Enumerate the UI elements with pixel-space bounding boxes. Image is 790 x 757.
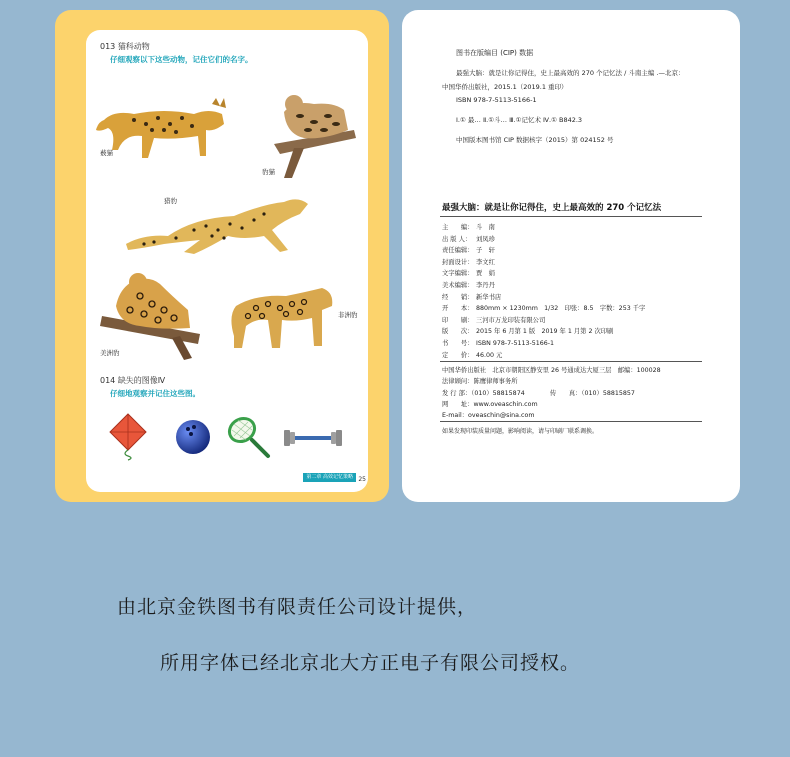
section-title-missing-images: 014 缺失的图像Ⅳ	[100, 376, 166, 385]
cip-line-4: Ⅰ.① 最… Ⅱ.①斗… Ⅲ.①记忆术 Ⅳ.① B842.3	[456, 116, 583, 124]
label-serval: 薮猫	[100, 149, 113, 157]
phone-line: 发 行 部：（010）58815874 传 真：（010）58815857	[442, 390, 635, 397]
imprint-row: 主 编： 斗 南	[442, 224, 495, 231]
email-line: E-mail：oveaschin@sina.com	[442, 412, 535, 419]
bowling-ball-icon	[174, 418, 212, 456]
imprint-row: 版 次： 2015 年 6 月第 1 版 2019 年 1 月第 2 次印刷	[442, 328, 614, 336]
cip-title: 图书在版编目 (CIP) 数据	[456, 49, 534, 57]
divider-top	[440, 216, 702, 217]
imprint-row: 开 本： 880mm × 1230mm 1/32 印张：8.5 字数：253 千字	[442, 305, 646, 313]
cip-line-2: 中国华侨出版社，2015.1（2019.1 重印）	[442, 83, 568, 91]
imprint-row: 责任编辑： 子 轩	[442, 247, 495, 255]
cip-line-5: 中国版本图书馆 CIP 数据核字（2015）第 024152 号	[456, 136, 614, 144]
label-ocelot: 豹猫	[262, 168, 275, 176]
serval-illustration	[94, 80, 234, 160]
imprint-row: 印 刷： 三河市万龙印装有限公司	[442, 316, 546, 324]
imprint-row: 封面设计： 李文红	[442, 258, 495, 266]
chapter-tag: 第二章 高效记忆策略	[303, 473, 356, 482]
website-line: 网 址：www.oveaschin.com	[442, 401, 538, 408]
imprint-row: 书 号： ISBN 978-7-5113-5166-1	[442, 340, 555, 347]
book-title: 最强大脑：就是让你记得住，史上最高效的 270 个记忆法	[442, 203, 662, 213]
tennis-racket-icon	[226, 414, 272, 460]
legal-line: 法律顾问：陈鹰律师事务所	[442, 378, 518, 385]
label-jaguar: 美洲豹	[100, 349, 120, 357]
caption-line-1: 由北京金铁图书有限责任公司设计提供，	[117, 596, 478, 618]
quality-note: 如果发现印装质量问题，影响阅读，请与印刷厂联系调换。	[442, 428, 599, 435]
kite-icon	[108, 412, 148, 462]
section-title-cats: 013 猫科动物	[100, 42, 150, 51]
cip-line-1: 最强大脑：就是让你记得住，史上最高效的 270 个记忆法 / 斗南主编 .—北京：	[456, 69, 685, 77]
cheetah-illustration	[124, 190, 314, 260]
dumbbell-icon	[282, 426, 344, 450]
imprint-row: 定 价： 46.00 元	[442, 351, 503, 359]
label-leopard: 非洲豹	[338, 311, 358, 319]
imprint-row: 出 版 人： 刘凤珍	[442, 235, 495, 243]
left-page-frame	[55, 10, 389, 502]
divider-middle	[440, 361, 702, 362]
publisher-line: 中国华侨出版社 北京市朝阳区静安里 26 号通成达大厦三层 邮编：100028	[442, 367, 661, 374]
imprint-row: 文字编辑： 贾 娟	[442, 270, 495, 278]
imprint-row: 美术编辑： 李丹丹	[442, 282, 495, 289]
jaguar-illustration	[100, 266, 210, 361]
page-number: 25	[358, 476, 366, 483]
imprint-row: 经 销： 新华书店	[442, 293, 502, 301]
caption-line-2: 所用字体已经北京北大方正电子有限公司授权。	[160, 652, 581, 674]
section-subtitle-cats: 仔细观察以下这些动物，记住它们的名字。	[110, 55, 253, 64]
divider-bottom	[440, 421, 702, 422]
section-subtitle-missing-images: 仔细地观察并记住这些图。	[110, 389, 200, 398]
ocelot-illustration	[264, 82, 364, 182]
left-page	[86, 30, 368, 492]
label-cheetah: 猎豹	[164, 197, 177, 205]
cip-line-3: ISBN 978-7-5113-5166-1	[456, 96, 537, 104]
right-page	[402, 10, 740, 502]
leopard-illustration	[226, 266, 336, 356]
